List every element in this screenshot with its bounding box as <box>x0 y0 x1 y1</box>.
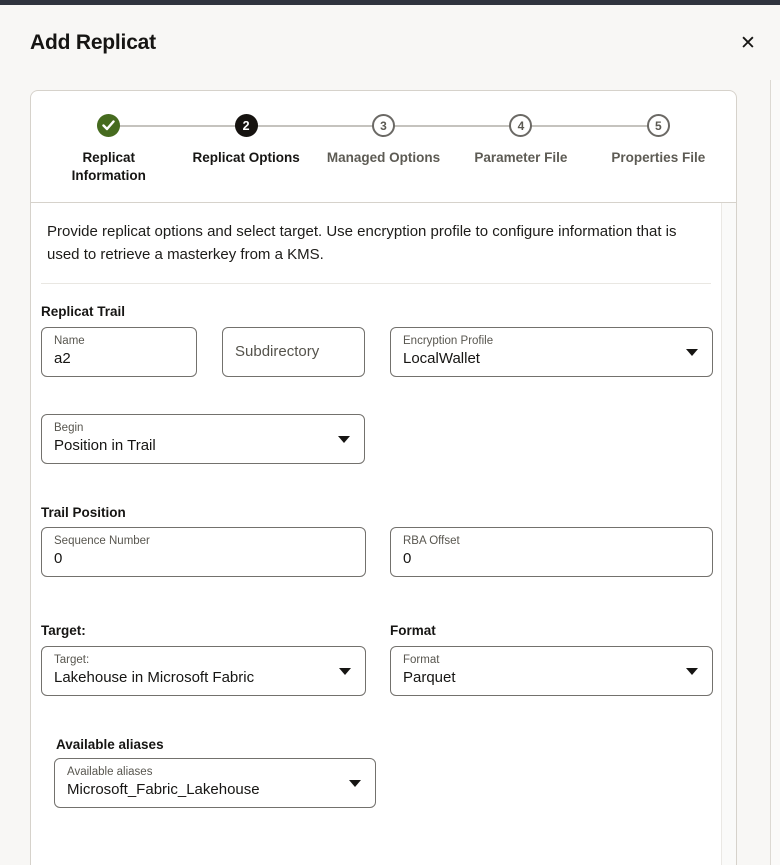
encryption-profile-dropdown[interactable] <box>390 327 713 377</box>
check-icon <box>102 120 115 131</box>
field-value: Position in Trail <box>54 437 156 455</box>
chevron-down-icon <box>349 780 361 787</box>
rba-offset-field[interactable] <box>390 527 713 577</box>
chevron-down-icon <box>338 436 350 443</box>
begin-dropdown[interactable] <box>41 414 365 464</box>
step-label: Replicat Information <box>71 150 146 183</box>
step-label: Properties File <box>611 150 706 165</box>
step-label: Parameter File <box>474 150 568 165</box>
step-label: Replicat Options <box>192 150 300 165</box>
field-label: Format <box>403 653 440 666</box>
step-number-badge: 3 <box>372 114 395 137</box>
field-label: Begin <box>54 421 84 434</box>
subdirectory-field[interactable] <box>222 327 365 377</box>
section-heading-available-aliases: Available aliases <box>56 736 164 752</box>
chevron-down-icon <box>686 668 698 675</box>
chevron-down-icon <box>339 668 351 675</box>
step-content-panel <box>31 220 736 808</box>
dialog-scrollbar[interactable] <box>770 80 780 865</box>
wizard-stepper <box>31 91 736 203</box>
section-heading-target: Target: <box>41 622 86 638</box>
field-label: Available aliases <box>67 765 153 778</box>
field-value: Lakehouse in Microsoft Fabric <box>54 669 255 687</box>
field-label: Name <box>54 334 85 347</box>
available-aliases-dropdown[interactable] <box>54 758 376 808</box>
field-label: RBA Offset <box>403 534 460 547</box>
field-label: Sequence Number <box>54 534 150 547</box>
trail-name-field[interactable] <box>41 327 197 377</box>
field-value: a2 <box>54 350 71 368</box>
window-top-accent-bar <box>0 0 780 5</box>
field-label: Encryption Profile <box>403 334 494 347</box>
section-heading-trail-position: Trail Position <box>41 504 126 520</box>
step-description: Provide replicat options and select target. Use encryption profile to configure information that is used to retrieve a masterkey from a KMS. <box>47 223 677 264</box>
field-value: Parquet <box>403 669 456 687</box>
step-complete-circle <box>97 114 120 137</box>
field-value: Microsoft_Fabric_Lakehouse <box>67 781 260 799</box>
section-heading-replicat-trail: Replicat Trail <box>41 303 126 319</box>
step-number-badge: 5 <box>647 114 670 137</box>
section-heading-format: Format <box>390 622 436 638</box>
field-label: Target: <box>54 653 90 666</box>
field-value: 0 <box>54 550 63 568</box>
step-number-badge: 2 <box>235 114 258 137</box>
field-value: 0 <box>403 550 412 568</box>
field-placeholder: Subdirectory <box>235 343 320 360</box>
divider <box>41 283 711 284</box>
step-number-badge: 4 <box>509 114 532 137</box>
close-icon[interactable]: ✕ <box>734 29 762 57</box>
target-dropdown[interactable] <box>41 646 366 696</box>
wizard-card <box>30 90 737 865</box>
page-title: Add Replicat <box>30 31 156 54</box>
step-label: Managed Options <box>326 150 441 165</box>
sequence-number-field[interactable] <box>41 527 366 577</box>
chevron-down-icon <box>686 349 698 356</box>
format-dropdown[interactable] <box>390 646 713 696</box>
field-value: LocalWallet <box>403 350 480 368</box>
